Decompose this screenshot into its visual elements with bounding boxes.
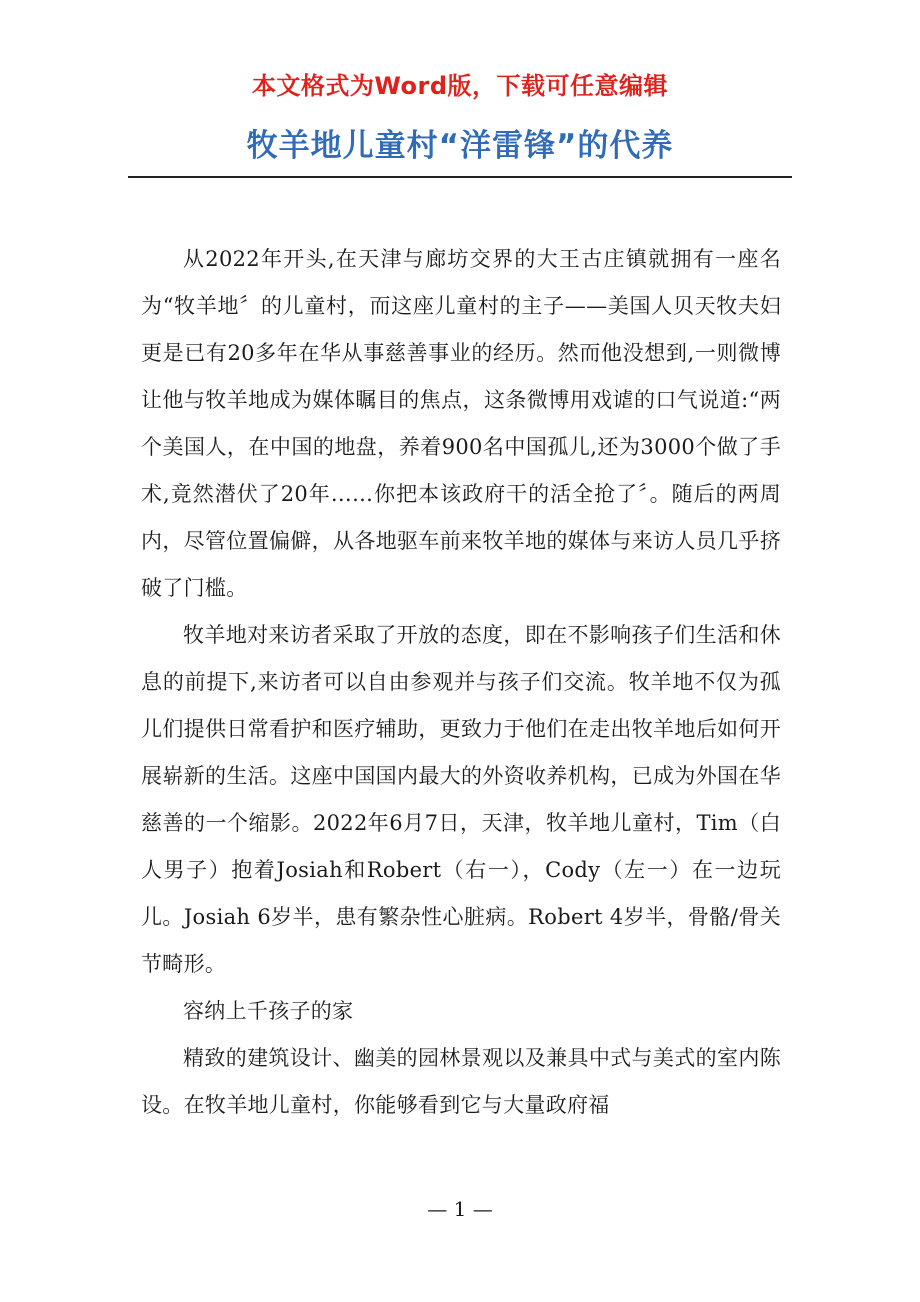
section-heading: 容纳上千孩子的家 [183,999,354,1023]
paragraph: 牧羊地对来访者采取了开放的态度，即在不影响孩子们生活和休息的前提下,来访者可以自由参观并与孩子们交流。牧羊地不仅为孤儿们提供日常看护和医疗辅助，更致力于他们在走出牧羊地后如何开展崭新的生活。这座中国国内最大的外资收养机构，已成为外国在华慈善的一个缩影。2022年6月7日，天津，牧羊地儿童村，Tim（白人男子）抱着Josiah和Robert（右一），Cody（左一）在一边玩儿。Josiah 6岁半，患有繁杂性心脏病。Robert 4岁半，骨骼/骨关节畸形。 [141,623,781,976]
document-title: 牧羊地儿童村“洋雷锋”的代养 [246,128,674,164]
paragraph: 从2022年开头,在天津与廊坊交界的大王古庄镇就拥有一座名为“牧羊地〞的儿童村，而这座儿童村的主子——美国人贝天牧夫妇更是已有20多年在华从事慈善事业的经历。然而他没想到,一则微博让他与牧羊地成为媒体瞩目的焦点，这条微博用戏谑的口气说道:“两个美国人，在中国的地盘，养着900名中国孤儿,还为3000个做了手术,竟然潜伏了20年……你把本该政府干的活全抢了〞。随后的两周内，尽管位置偏僻，从各地驱车前来牧羊地的媒体与来访人员几乎挤破了门槛。 [141,247,781,600]
format-notice: 本文格式为Word版，下载可任意编辑 [251,72,669,100]
document-body [141,236,781,1129]
title-divider [128,176,792,178]
paragraph: 精致的建筑设计、幽美的园林景观以及兼具中式与美式的室内陈设。在牧羊地儿童村，你能够看到它与大量政府福 [141,1046,781,1117]
page-number: — 1 — [427,1197,493,1221]
